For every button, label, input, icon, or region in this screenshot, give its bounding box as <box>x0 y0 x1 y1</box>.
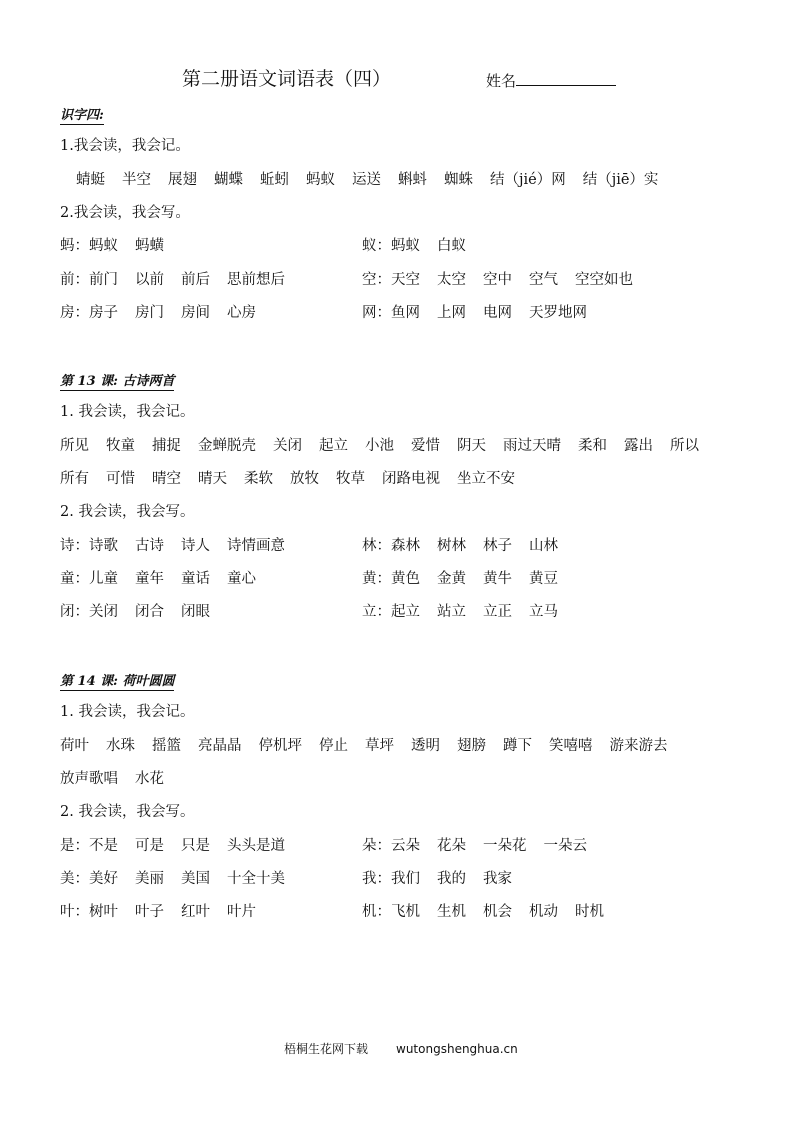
vocab-word: 黄牛 <box>483 570 512 587</box>
vocab-word: 闭合 <box>135 604 164 621</box>
vocab-word: 机会 <box>483 904 512 921</box>
read-words-line <box>60 769 181 789</box>
vocab-word: 以前 <box>135 271 164 288</box>
vocab-word: 红叶 <box>181 904 210 921</box>
write-label: 2. 我会读，我会写。 <box>60 804 195 821</box>
vocab-word: 闭路电视 <box>382 470 440 487</box>
vocab-word: 美国 <box>181 870 210 887</box>
entry-character: 童： <box>60 570 89 587</box>
write-entry <box>60 869 302 889</box>
write-entry <box>60 236 181 256</box>
read-label: 1. 我会读，我会记。 <box>60 704 195 721</box>
vocab-word: 蚂蟥 <box>135 238 164 255</box>
vocab-word: 所有 <box>60 470 89 487</box>
entry-character: 是： <box>60 837 89 854</box>
vocab-word: 放牧 <box>290 470 319 487</box>
vocab-word: 闭眼 <box>181 604 210 621</box>
vocab-word: 我家 <box>483 870 512 887</box>
write-entry <box>60 902 273 922</box>
vocab-word: 只是 <box>181 837 210 854</box>
vocab-word: 阴天 <box>457 437 486 454</box>
vocab-word: 柔软 <box>244 470 273 487</box>
vocab-word: 小池 <box>365 437 394 454</box>
vocab-word: 柔和 <box>578 437 607 454</box>
read-words-line <box>60 436 716 456</box>
footer-site-url[interactable]: wutongshenghua.cn <box>396 1042 518 1056</box>
vocab-word: 牧草 <box>336 470 365 487</box>
name-field[interactable] <box>486 70 616 91</box>
page-title: 第二册语文词语表（四） <box>182 68 392 90</box>
vocab-word: 古诗 <box>135 537 164 554</box>
vocab-word: 所以 <box>670 437 699 454</box>
vocab-word: 关闭 <box>89 604 118 621</box>
vocab-word: 晴天 <box>198 470 227 487</box>
vocab-word: 蜻蜓 <box>76 171 105 188</box>
vocab-word: 摇篮 <box>152 737 181 754</box>
section-heading: 第 14 课: 荷叶圆圆 <box>60 670 174 691</box>
vocab-word: 停机坪 <box>258 737 302 754</box>
vocab-word: 林子 <box>483 537 512 554</box>
vocab-word: 太空 <box>437 271 466 288</box>
section-heading: 识字四: <box>60 104 104 125</box>
write-entry <box>362 602 575 622</box>
name-label: 姓名 <box>486 72 517 90</box>
vocab-word: 放声歌唱 <box>60 770 118 787</box>
vocab-word: 我的 <box>437 870 466 887</box>
vocab-word: 白蚁 <box>437 238 466 255</box>
vocab-word: 捕捉 <box>152 437 181 454</box>
entry-character: 房： <box>60 304 89 321</box>
vocab-word: 半空 <box>122 171 151 188</box>
vocab-word: 诗人 <box>181 537 210 554</box>
vocab-word: 童年 <box>135 570 164 587</box>
vocab-word: 结（jiē）实 <box>582 171 659 188</box>
entry-character: 叶： <box>60 904 89 921</box>
entry-character: 空： <box>362 271 391 288</box>
vocab-word: 黄色 <box>391 570 420 587</box>
vocab-word: 一朵花 <box>483 837 527 854</box>
vocab-word: 蹲下 <box>503 737 532 754</box>
vocab-word: 一朵云 <box>543 837 587 854</box>
vocab-word: 空中 <box>483 271 512 288</box>
vocab-word: 爱惜 <box>411 437 440 454</box>
entry-character: 诗： <box>60 537 89 554</box>
vocab-word: 前门 <box>89 271 118 288</box>
footer <box>284 1040 546 1057</box>
vocab-word: 运送 <box>352 171 381 188</box>
write-entry <box>362 536 575 556</box>
vocab-word: 金蝉脱壳 <box>198 437 256 454</box>
vocab-word: 房子 <box>89 304 118 321</box>
vocab-word: 不是 <box>89 837 118 854</box>
vocab-word: 蚂蚁 <box>306 171 335 188</box>
write-entry <box>362 569 575 589</box>
entry-character: 前： <box>60 271 89 288</box>
vocab-word: 翅膀 <box>457 737 486 754</box>
vocab-word: 花朵 <box>437 837 466 854</box>
vocab-word: 诗歌 <box>89 537 118 554</box>
vocab-word: 美丽 <box>135 870 164 887</box>
entry-character: 黄： <box>362 570 391 587</box>
entry-character: 我： <box>362 870 391 887</box>
vocab-word: 牧童 <box>106 437 135 454</box>
vocab-word: 儿童 <box>89 570 118 587</box>
read-words-line <box>76 170 675 190</box>
vocab-word: 雨过天晴 <box>503 437 561 454</box>
read-words-line <box>60 736 685 756</box>
write-entry <box>60 569 273 589</box>
vocab-word: 叶片 <box>227 904 256 921</box>
vocab-word: 树叶 <box>89 904 118 921</box>
vocab-word: 水花 <box>135 770 164 787</box>
vocab-word: 晴空 <box>152 470 181 487</box>
vocab-word: 蚂蚁 <box>89 238 118 255</box>
vocab-word: 空空如也 <box>575 271 633 288</box>
vocab-word: 游来游去 <box>609 737 668 754</box>
vocab-word: 思前想后 <box>227 271 285 288</box>
section-heading: 第 13 课: 古诗两首 <box>60 370 174 391</box>
vocab-word: 天罗地网 <box>529 304 587 321</box>
vocab-word: 站立 <box>437 604 466 621</box>
vocab-word: 我们 <box>391 870 420 887</box>
vocab-word: 诗情画意 <box>227 537 285 554</box>
vocab-word: 飞机 <box>391 904 420 921</box>
entry-character: 朵： <box>362 837 391 854</box>
write-entry <box>60 836 302 856</box>
entry-character: 立： <box>362 604 391 621</box>
vocab-word: 关闭 <box>273 437 302 454</box>
vocab-word: 头头是道 <box>227 837 285 854</box>
vocab-word: 露出 <box>624 437 653 454</box>
footer-site-name: 梧桐生花网下载 <box>284 1042 369 1056</box>
vocab-word: 立正 <box>483 604 512 621</box>
vocab-word: 荷叶 <box>60 737 89 754</box>
vocab-word: 蝴蝶 <box>214 171 243 188</box>
vocab-word: 美好 <box>89 870 118 887</box>
write-entry <box>60 602 227 622</box>
vocab-word: 亮晶晶 <box>198 737 242 754</box>
vocab-word: 树林 <box>437 537 466 554</box>
vocab-word: 金黄 <box>437 570 466 587</box>
write-entry <box>60 303 273 323</box>
vocab-word: 所见 <box>60 437 89 454</box>
vocab-word: 叶子 <box>135 904 164 921</box>
write-label: 2.我会读，我会写。 <box>60 204 190 221</box>
write-entry <box>362 303 604 323</box>
name-blank-line <box>516 71 616 86</box>
vocab-word: 结（jié）网 <box>490 171 566 188</box>
vocab-word: 生机 <box>437 904 466 921</box>
vocab-word: 起立 <box>319 437 348 454</box>
write-entry <box>362 902 621 922</box>
vocab-word: 笑嘻嘻 <box>549 737 593 754</box>
entry-character: 蚂： <box>60 238 89 255</box>
vocab-word: 机动 <box>529 904 558 921</box>
vocab-word: 童心 <box>227 570 256 587</box>
entry-character: 闭： <box>60 604 89 621</box>
vocab-word: 云朵 <box>391 837 420 854</box>
vocab-word: 停止 <box>319 737 348 754</box>
vocab-word: 心房 <box>227 304 256 321</box>
vocab-word: 黄豆 <box>529 570 558 587</box>
write-entry <box>362 869 529 889</box>
vocab-word: 可是 <box>135 837 164 854</box>
vocab-word: 房间 <box>181 304 210 321</box>
vocab-word: 童话 <box>181 570 210 587</box>
vocab-word: 水珠 <box>106 737 135 754</box>
vocab-word: 时机 <box>575 904 604 921</box>
vocab-word: 前后 <box>181 271 210 288</box>
vocab-word: 山林 <box>529 537 558 554</box>
write-entry <box>362 836 604 856</box>
vocab-word: 坐立不安 <box>457 470 515 487</box>
write-entry <box>362 270 650 290</box>
read-words-line <box>60 469 532 489</box>
write-label: 2. 我会读，我会写。 <box>60 504 195 521</box>
vocab-word: 蜘蛛 <box>444 171 473 188</box>
entry-character: 网： <box>362 304 391 321</box>
vocab-word: 天空 <box>391 271 420 288</box>
write-entry <box>60 536 302 556</box>
vocab-word: 可惜 <box>106 470 135 487</box>
vocab-word: 蚂蚁 <box>391 238 420 255</box>
write-entry <box>60 270 302 290</box>
vocab-word: 蚯蚓 <box>260 171 289 188</box>
vocab-word: 草坪 <box>365 737 394 754</box>
vocab-word: 房门 <box>135 304 164 321</box>
vocab-word: 十全十美 <box>227 870 285 887</box>
vocab-word: 起立 <box>391 604 420 621</box>
vocab-word: 森林 <box>391 537 420 554</box>
vocab-word: 电网 <box>483 304 512 321</box>
entry-character: 美： <box>60 870 89 887</box>
vocab-word: 鱼网 <box>391 304 420 321</box>
vocab-word: 空气 <box>529 271 558 288</box>
read-label: 1. 我会读，我会记。 <box>60 404 195 421</box>
vocab-word: 展翅 <box>168 171 197 188</box>
read-label: 1.我会读，我会记。 <box>60 138 190 155</box>
entry-character: 蚁： <box>362 238 391 255</box>
vocab-word: 透明 <box>411 737 440 754</box>
vocab-word: 立马 <box>529 604 558 621</box>
entry-character: 林： <box>362 537 391 554</box>
write-entry <box>362 236 483 256</box>
entry-character: 机： <box>362 904 391 921</box>
vocab-word: 上网 <box>437 304 466 321</box>
vocab-word: 蝌蚪 <box>398 171 427 188</box>
